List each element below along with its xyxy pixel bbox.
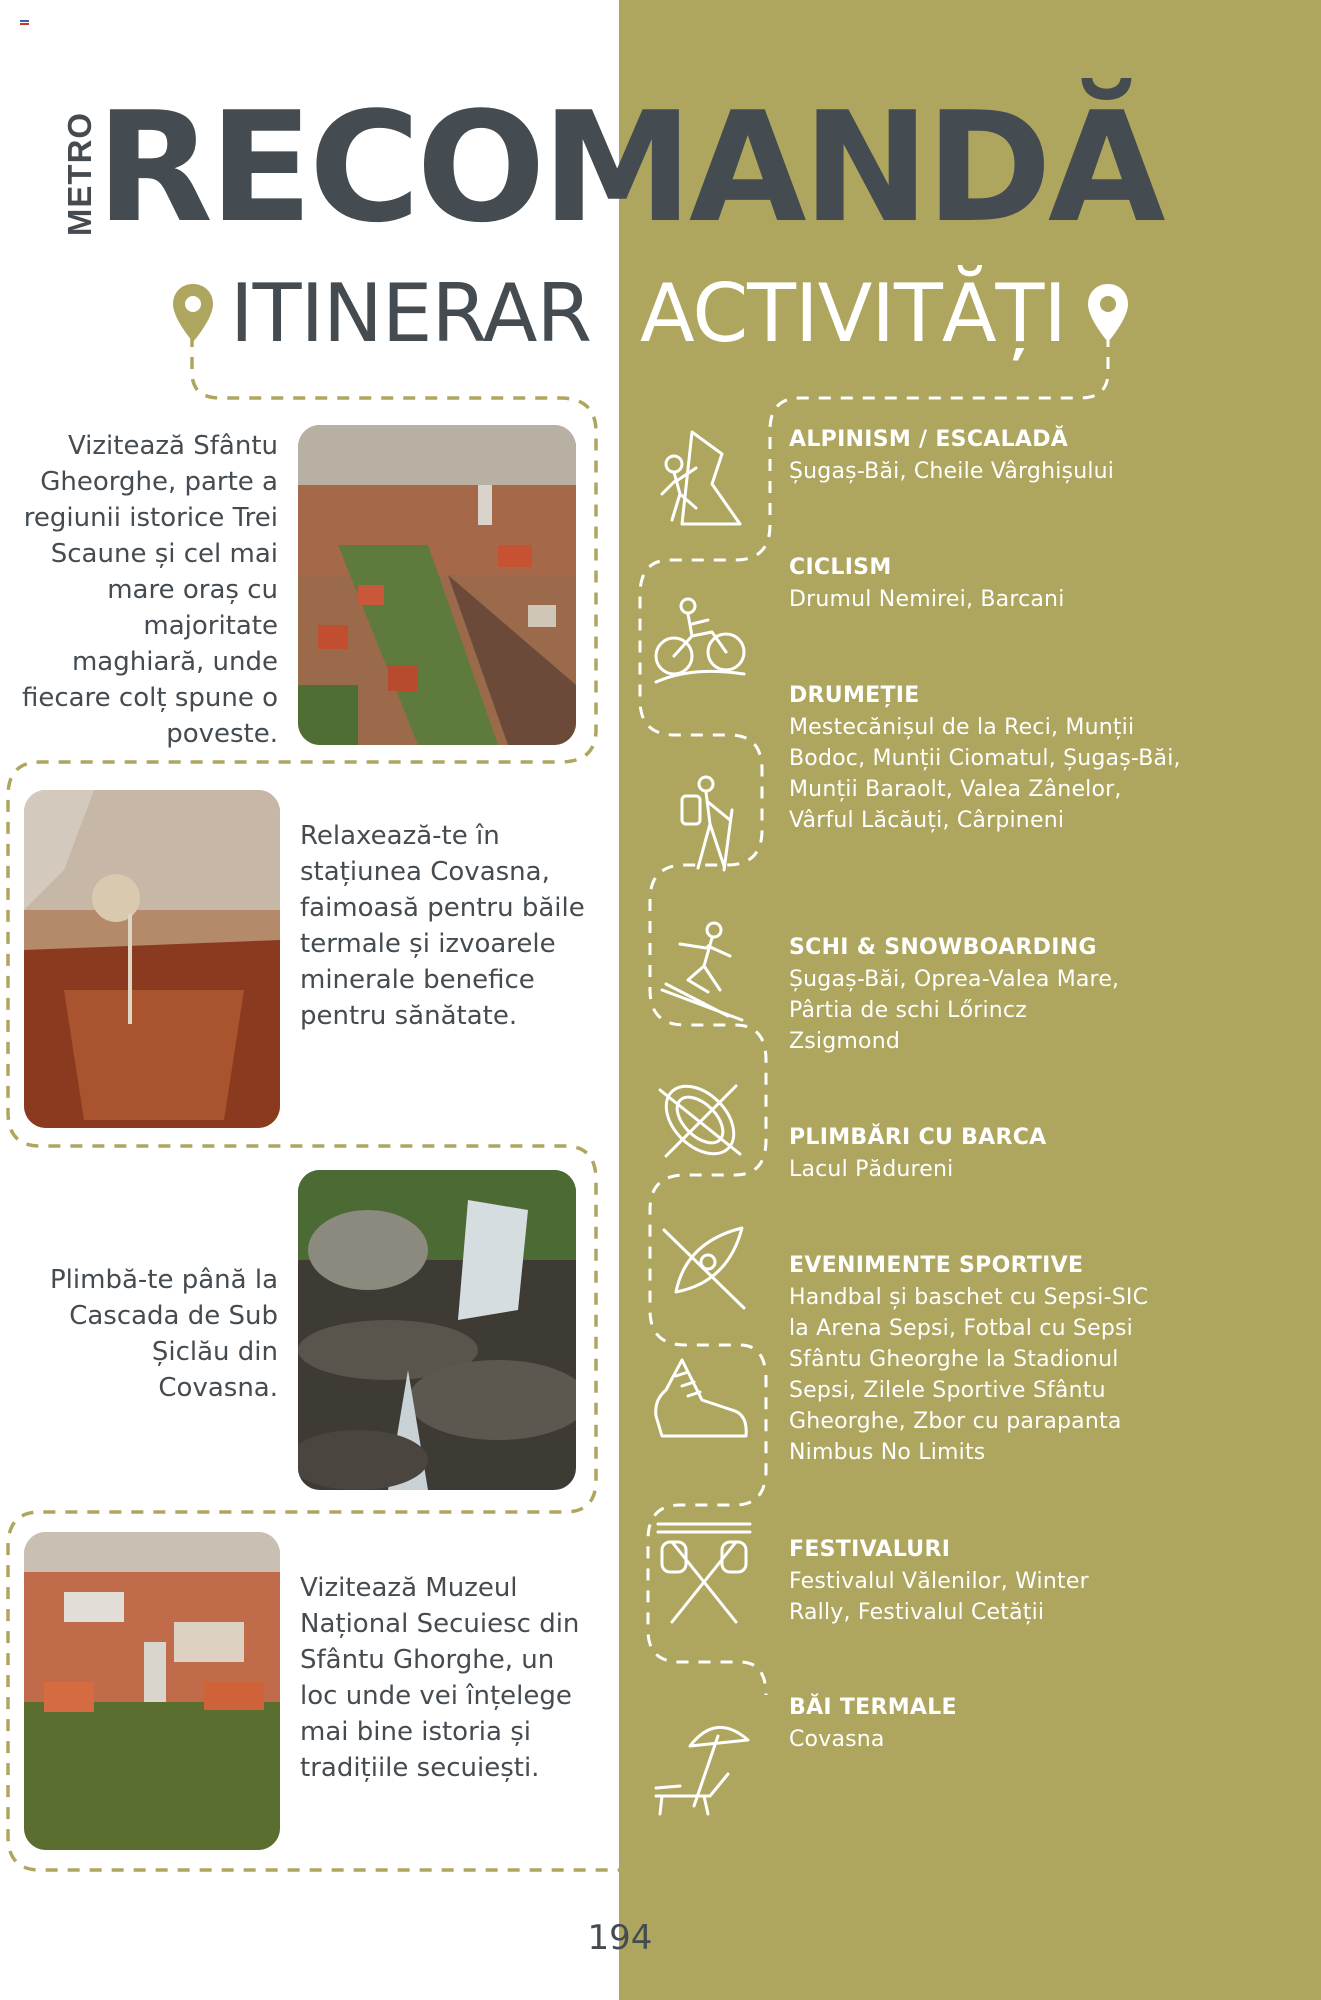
metro-brand: METRO	[61, 111, 98, 237]
itinerary-text-4: Vizitează Muzeul Național Secuiesc din Sfântu Ghorghe, un loc unde vei înțelege mai bine istoria și tradițiile secuiești.	[300, 1573, 580, 1783]
activity-places: Șugaș-Băi, Oprea-Valea Mare, Pârtia de schi Lőrincz Zsigmond	[789, 967, 1120, 1054]
city-aerial-photo	[298, 425, 576, 745]
activity-5	[789, 1122, 1289, 1185]
activity-title: EVENIMENTE SPORTIVE	[789, 1253, 1084, 1278]
kayak-icon	[656, 1222, 752, 1312]
activity-3	[789, 680, 1189, 836]
waterfall-photo	[298, 1170, 576, 1490]
activity-title: BĂI TERMALE	[789, 1695, 957, 1720]
running-shoe-icon	[652, 1350, 752, 1446]
activity-title: ALPINISM / ESCALADĂ	[789, 427, 1069, 452]
festival-icon	[652, 1518, 756, 1628]
skier-icon	[658, 920, 748, 1024]
activity-places: Covasna	[789, 1727, 885, 1752]
activity-places: Mestecănișul de la Reci, Munții Bodoc, Munții Ciomatul, Șugaș-Băi, Munții Baraolt, Valea Zânelor, Vârful Lăcăuți, Cârpineni	[789, 715, 1181, 833]
itinerary-heading: ITINERAR	[230, 267, 592, 360]
map-pin-icon	[170, 282, 216, 344]
mineral-spring-photo	[24, 790, 280, 1128]
activity-4	[789, 932, 1139, 1057]
activity-2	[789, 552, 1289, 615]
activity-places: Lacul Pădureni	[789, 1157, 954, 1182]
page-number: 194	[587, 1918, 653, 1958]
activity-places: Drumul Nemirei, Barcani	[789, 587, 1065, 612]
climber-icon	[652, 424, 748, 534]
metro-logo	[60, 110, 100, 238]
activity-title: CICLISM	[789, 555, 892, 580]
itinerary-text-3: Plimbă-te până la Cascada de Sub Șiclău din Covasna.	[50, 1265, 278, 1403]
activity-title: FESTIVALURI	[789, 1537, 951, 1562]
activity-places: Handbal și baschet cu Sepsi-SIC la Arena Sepsi, Fotbal cu Sepsi Sfântu Gheorghe la Stadionul Sepsi, Zilele Sportive Sfântu Gheorghe, Zbor cu parapanta Nimbus No Limits	[789, 1285, 1149, 1465]
activity-8	[789, 1692, 1289, 1755]
town-museum-photo	[24, 1532, 280, 1850]
map-pin-icon	[1085, 282, 1131, 344]
hiker-icon	[662, 774, 752, 874]
itinerary-text-1: Vizitează Sfântu Gheorghe, parte a regiunii istorice Trei Scaune și cel mai mare oraș cu majoritate maghiară, unde fiecare colț spune o poveste.	[21, 431, 278, 749]
raft-icon	[652, 1070, 748, 1170]
activities-heading: ACTIVITĂȚI	[640, 267, 1067, 360]
activity-6	[789, 1250, 1169, 1468]
cyclist-icon	[652, 596, 748, 686]
activity-title: DRUMEȚIE	[789, 683, 920, 708]
sunbed-umbrella-icon	[650, 1716, 758, 1820]
activity-1	[789, 424, 1289, 487]
page-title: RECOMANDĂ	[96, 79, 1162, 256]
activity-title: SCHI & SNOWBOARDING	[789, 935, 1097, 960]
activity-title: PLIMBĂRI CU BARCA	[789, 1125, 1047, 1150]
activity-7	[789, 1534, 1139, 1628]
activity-places: Șugaș-Băi, Cheile Vârghișului	[789, 459, 1115, 484]
activity-places: Festivalul Vălenilor, Winter Rally, Festivalul Cetății	[789, 1569, 1089, 1625]
itinerary-text-2: Relaxează-te în stațiunea Covasna, faimoasă pentru băile termale și izvoarele minerale benefice pentru sănătate.	[300, 821, 585, 1031]
